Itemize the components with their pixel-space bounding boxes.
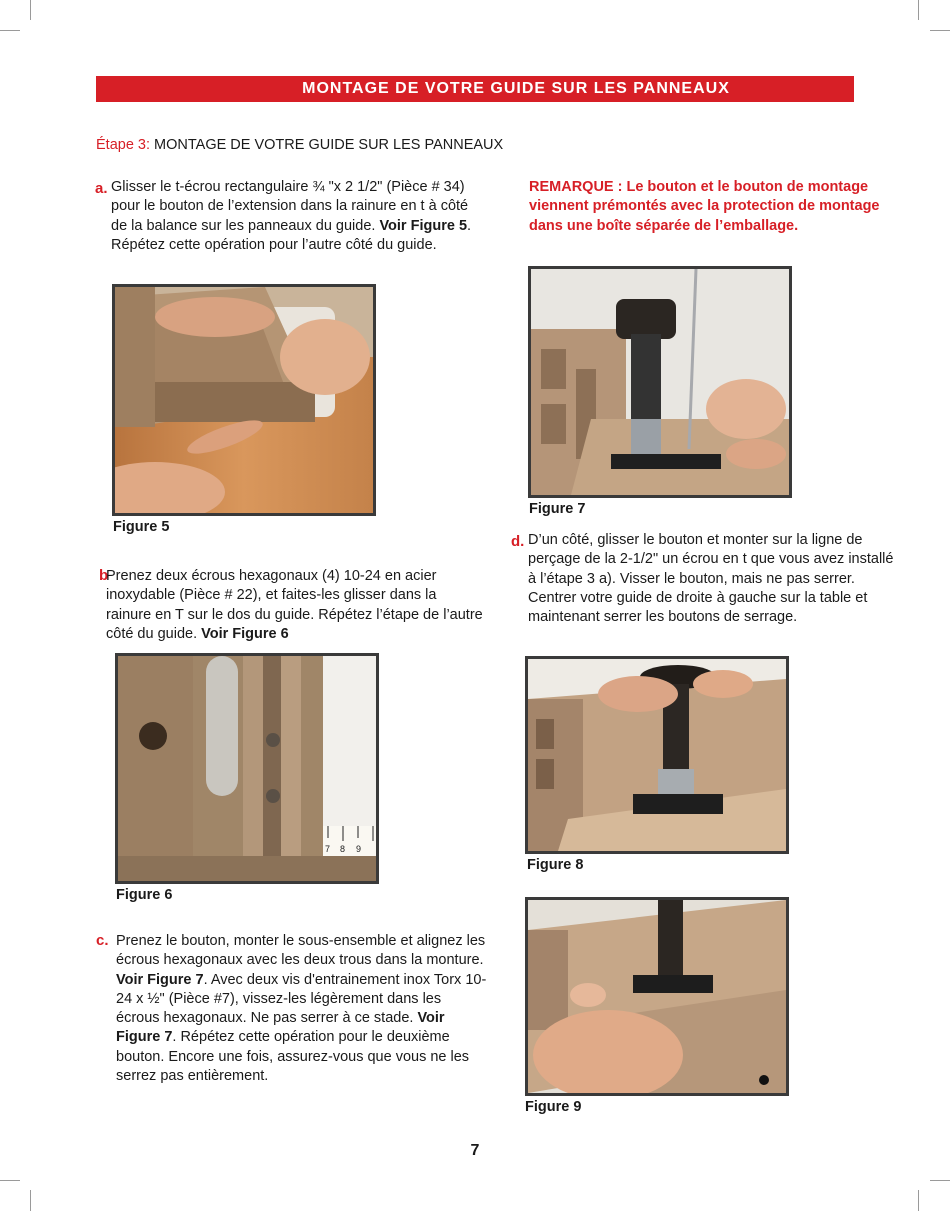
step-d-marker: d.	[511, 533, 525, 550]
step-c-marker: c.	[96, 932, 109, 949]
step-c-text-2: . Avec deux vis d'entrainement inox Torx 10-24 x ½" (Pièce #7), vissez-les légèrement dans les écrous hexagonaux. Ne pas serrer à ce stade.	[116, 971, 487, 1027]
step-d-text: D’un côté, glisser le bouton et monter sur la ligne de perçage de la 2-1/2" un écrou en t que vous avez installé à l’étape 3 a). Visser le bouton, mais ne pas serrer. Centrer votre guide de droite à gauche sur la table et maintenant serrer les boutons de serrage.	[528, 532, 894, 626]
figure-5-caption: Figure 5	[113, 519, 170, 535]
crop-mark	[930, 1180, 950, 1181]
step-b-text	[106, 567, 484, 644]
step-c-ref-2: Voir Figure 7	[116, 1010, 445, 1046]
step-a-text	[111, 178, 487, 255]
crop-mark	[930, 30, 950, 31]
ruler-number: 8	[340, 844, 346, 854]
figure-5-photo	[112, 284, 376, 516]
step-title: MONTAGE DE VOTRE GUIDE SUR LES PANNEAUX	[154, 137, 504, 153]
step-b-ref: Voir Figure 6	[201, 625, 289, 642]
step-c-text-1: Prenez le bouton, monter le sous-ensemble et alignez les écrous hexagonaux avec les deux trous dans la monture.	[116, 933, 486, 969]
step-b-marker: b	[99, 567, 109, 584]
step-a-marker: a.	[95, 180, 108, 197]
figure-8-photo	[525, 656, 789, 854]
figure-6-caption: Figure 6	[116, 887, 173, 903]
remarque-note: REMARQUE : Le bouton et le bouton de montage viennent prémontés avec la protection de montage dans une boîte séparée de l’emballage.	[529, 179, 880, 234]
page-number: 7	[470, 1142, 480, 1159]
ruler-number: 9	[356, 844, 362, 854]
step-a-text-1: Glisser le t-écrou rectangulaire ¾ "x 2 1/2" (Pièce # 34) pour le bouton de l’extension dans la rainure en t à côté de la balance sur les panneaux du guide.	[111, 179, 469, 234]
step-c-text-3: . Répétez cette opération pour le deuxième bouton. Encore une fois, assurez-vous que vous ne les serrez pas entièrement.	[116, 1029, 470, 1085]
figure-7-caption: Figure 7	[529, 501, 586, 517]
section-banner: MONTAGE DE VOTRE GUIDE SUR LES PANNEAUX	[96, 76, 854, 102]
crop-mark	[30, 0, 31, 20]
step-b-text-1: Prenez deux écrous hexagonaux (4) 10-24 en acier inoxydable (Pièce # 22), et faites-les glisser dans la rainure en T sur le dos du guide. Répétez l’étape de l’autre côté du guide.	[106, 568, 483, 642]
ruler-number: 7	[325, 844, 331, 854]
figure-8-caption: Figure 8	[527, 857, 584, 873]
figure-7-photo	[528, 266, 792, 498]
step-heading	[96, 137, 503, 153]
crop-mark	[0, 30, 20, 31]
step-label: Étape 3:	[96, 137, 151, 153]
crop-mark	[0, 1180, 20, 1181]
crop-mark	[30, 1190, 31, 1211]
crop-mark	[918, 0, 919, 20]
figure-9-photo	[525, 897, 789, 1096]
step-c-ref-1: Voir Figure 7	[116, 971, 204, 988]
crop-mark	[918, 1190, 919, 1211]
figure-9-caption: Figure 9	[525, 1099, 582, 1115]
step-c-text	[116, 932, 488, 1086]
figure-6-photo	[115, 653, 379, 884]
step-a-text-2: . Répétez cette opération pour l’autre côté du guide.	[111, 217, 472, 253]
step-a-ref: Voir Figure 5	[379, 217, 468, 234]
